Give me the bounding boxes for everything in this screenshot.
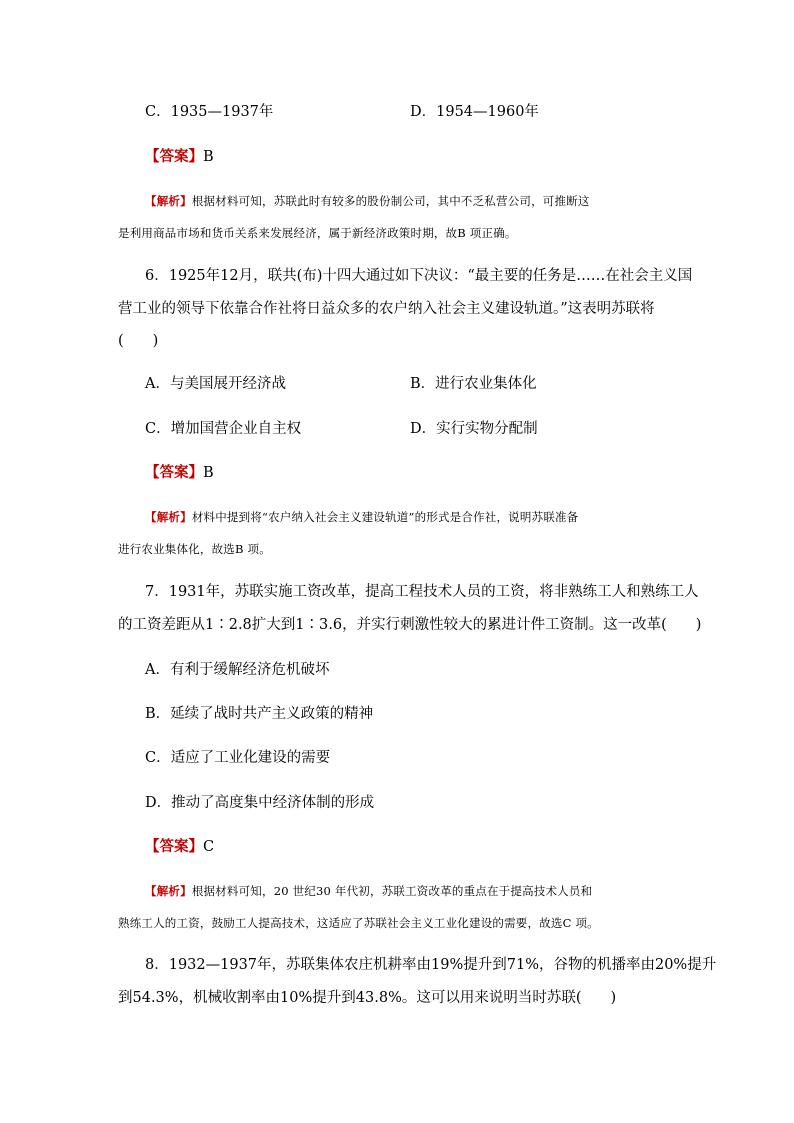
analysis-label: 【解析】	[145, 194, 192, 208]
q5-analysis-line2: 是利用商品市场和货币关系来发展经济，属于新经济政策时期，故B 项正确。	[118, 226, 517, 240]
q7-analysis-line2: 熟练工人的工资，鼓励工人提高技术，这适应了苏联社会主义工业化建设的需要，故选C 项。	[118, 916, 599, 930]
answer-value: C	[203, 839, 215, 855]
q5-option-d: D．1954—1960年	[410, 104, 539, 120]
answer-value: B	[203, 149, 214, 165]
analysis-label: 【解析】	[145, 884, 192, 898]
answer-label: 【答案】	[145, 838, 203, 855]
q8-stem-line2: 到54.3%，机械收割率由10%提升到43.8%。这可以用来说明当时苏联( )	[118, 990, 617, 1006]
q6-analysis-line2: 进行农业集体化，故选B 项。	[118, 542, 271, 556]
q7-stem-line2: 的工资差距从1∶2.8扩大到1∶3.6，并实行刺激性较大的累进计件工资制。这一改革( )	[118, 617, 702, 633]
q7-option-a: A．有利于缓解经济危机破坏	[145, 662, 330, 678]
q6-stem-line2: 营工业的领导下依靠合作社将日益众多的农户纳入社会主义建设轨道。”这表明苏联将	[118, 301, 655, 317]
q6-stem-line3: ( )	[118, 333, 159, 349]
answer-label: 【答案】	[145, 464, 203, 481]
q7-stem-line1: 7．1931年，苏联实施工资改革，提高工程技术人员的工资，将非熟练工人和熟练工人	[145, 584, 699, 600]
q6-option-d: D．实行实物分配制	[410, 421, 538, 437]
q6-option-a: A．与美国展开经济战	[145, 376, 286, 392]
q7-option-c: C．适应了工业化建设的需要	[145, 750, 331, 766]
q6-stem-line1: 6．1925年12月，联共(布)十四大通过如下决议：“最主要的任务是……在社会主义国	[145, 268, 693, 284]
q6-analysis-line1: 【解析】材料中提到将“农户纳入社会主义建设轨道”的形式是合作社，说明苏联准备	[145, 510, 579, 524]
answer-value: B	[203, 465, 214, 481]
q6-option-c: C．增加国营企业自主权	[145, 421, 302, 437]
q5-option-c: C．1935—1937年	[145, 104, 274, 120]
q6-option-b: B．进行农业集体化	[410, 376, 537, 392]
q7-option-d: D．推动了高度集中经济体制的形成	[145, 795, 375, 811]
q7-option-b: B．延续了战时共产主义政策的精神	[145, 706, 374, 722]
q5-answer	[145, 150, 214, 165]
q6-answer	[145, 466, 214, 481]
q5-analysis-line1: 【解析】根据材料可知，苏联此时有较多的股份制公司，其中不乏私营公司，可推断这	[145, 194, 590, 208]
answer-label: 【答案】	[145, 148, 203, 165]
q7-analysis-line1: 【解析】根据材料可知，20 世纪30 年代初，苏联工资改革的重点在于提高技术人员和	[145, 884, 593, 898]
q7-answer	[145, 840, 214, 855]
analysis-label: 【解析】	[145, 510, 192, 524]
q8-stem-line1: 8．1932—1937年，苏联集体农庄机耕率由19%提升到71%，谷物的机播率由20%提升	[145, 957, 717, 973]
